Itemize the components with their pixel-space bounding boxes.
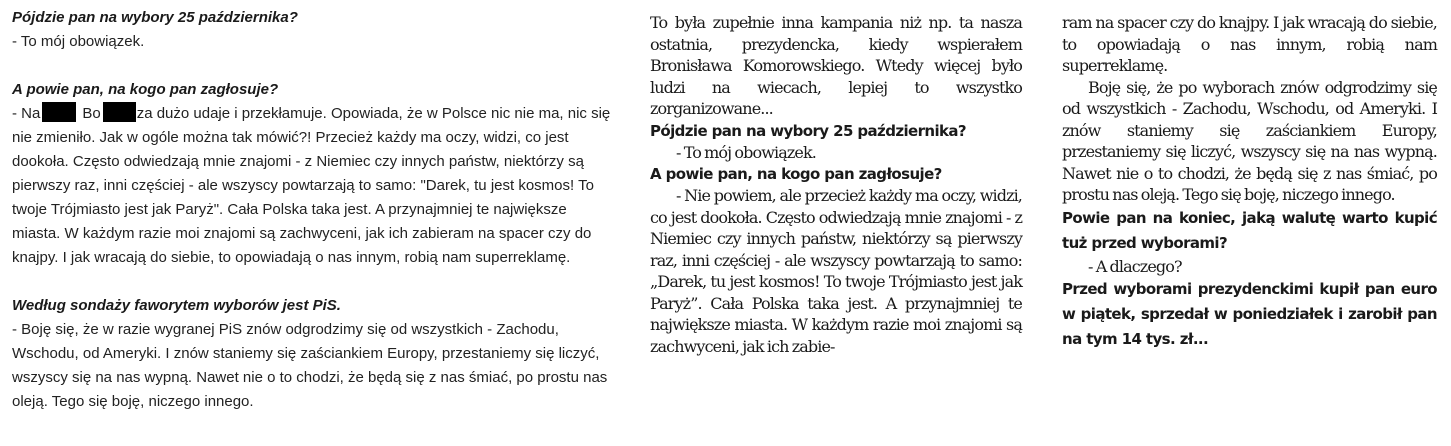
- question-heading: Powie pan na koniec, jaką walutę warto kupić tuż przed wyborami?: [1062, 208, 1437, 252]
- answer-text: - To mój obowiązek.: [12, 33, 145, 50]
- question-heading: Pójdzie pan na wybory 25 października?: [650, 121, 966, 140]
- web-article: [12, 6, 617, 414]
- print-column-right: [1062, 12, 1437, 352]
- spacer: [12, 54, 617, 78]
- answer-text: Boję się, że po wyborach znów odgrodzimy się od wszystkich - Zachodu, Wschodu, od Ameryki. I znów staniemy się zaściankiem Europy, przestaniemy się liczyć, wszyscy się na nas wypną. Nawet nie o to chodzi, że będą się z nas śmiać, po prostu nas oleją. Tego się boję, niczego innego.: [1062, 77, 1437, 204]
- redaction-box: [103, 102, 136, 122]
- answer-text: [12, 102, 617, 270]
- answer-text: - Nie powiem, ale przecież każdy ma oczy, widzi, co jest dookoła. Często odwiedzają mnie znajomi - z Niemiec czy innych państw, niektórzy są pierwszy raz, inni częściej - ale wszyscy powtarzają to samo: „Darek, tu jest kosmos! To twoje Trójmiasto jest jak Paryż”. Cała Polska taka jest. A przynajmniej te największe miasta. W każdym razie moi znajomi są zachwyceni, jak ich zabie-: [650, 186, 1022, 356]
- spacer: [12, 270, 617, 294]
- answer-text: - Boję się, że w razie wygranej PiS znów odgrodzimy się od wszystkich - Zachodu, Wschodu, od Ameryki. I znów staniemy się zaściankiem Europy, przestaniemy się liczyć, wszyscy się na nas wypną. Nawet nie o to chodzi, że będą się z nas śmiać, po prostu nas oleją. Tego się boję, niczego innego.: [12, 321, 608, 410]
- print-column-middle: [650, 12, 1022, 357]
- question-heading: Według sondaży faworytem wyborów jest PiS.: [12, 297, 341, 314]
- redaction-box: [42, 102, 76, 122]
- answer-prefix: Bo: [82, 105, 101, 122]
- answer-prefix: - Na: [12, 105, 41, 122]
- question-heading: Przed wyborami prezydenckimi kupił pan euro w piątek, sprzedał w poniedziałek i zarobił pan na tym 14 tys. zł...: [1062, 280, 1437, 348]
- question-heading: A powie pan, na kogo pan zagłosuje?: [650, 165, 942, 183]
- answer-text: - A dlaczego?: [1088, 256, 1182, 276]
- continued-paragraph: ram na spacer czy do knajpy. I jak wracają do siebie, to opowiadają o nas innym, robią nam superreklamę.: [1062, 13, 1437, 75]
- question-heading: A powie pan, na kogo pan zagłosuje?: [12, 81, 279, 98]
- answer-text: - To mój obowiązek.: [676, 142, 816, 162]
- intro-paragraph: To była zupełnie inna kampania niż np. ta nasza ostatnia, prezydencka, kiedy wspierałem Bronisława Komorowskiego. Wtedy więcej było ludzi na wiecach, lepiej to wszystko zorganizowane...: [650, 13, 1022, 118]
- question-heading: Pójdzie pan na wybory 25 października?: [12, 9, 298, 26]
- answer-body: za dużo udaje i przekłamuje. Opowiada, że w Polsce nic nie ma, nic się nie zmieniło. Jak w ogóle można tak mówić?! Przecież każdy ma oczy, widzi, co jest dookoła. Często odwiedzają mnie znajomi - z Niemiec czy innych państw, niektórzy są pierwszy raz, inni częściej - ale wszyscy powtarzają to samo: "Darek, tu jest kosmos! To twoje Trójmiasto jest jak Paryż". Cała Polska taka jest. A przynajmniej te największe miasta. W każdym razie moi znajomi są zachwyceni, jak ich zabieram na spacer czy do knajpy. I jak wracają do siebie, to opowiadają o nas innym, robią nam superreklamę.: [12, 105, 611, 266]
